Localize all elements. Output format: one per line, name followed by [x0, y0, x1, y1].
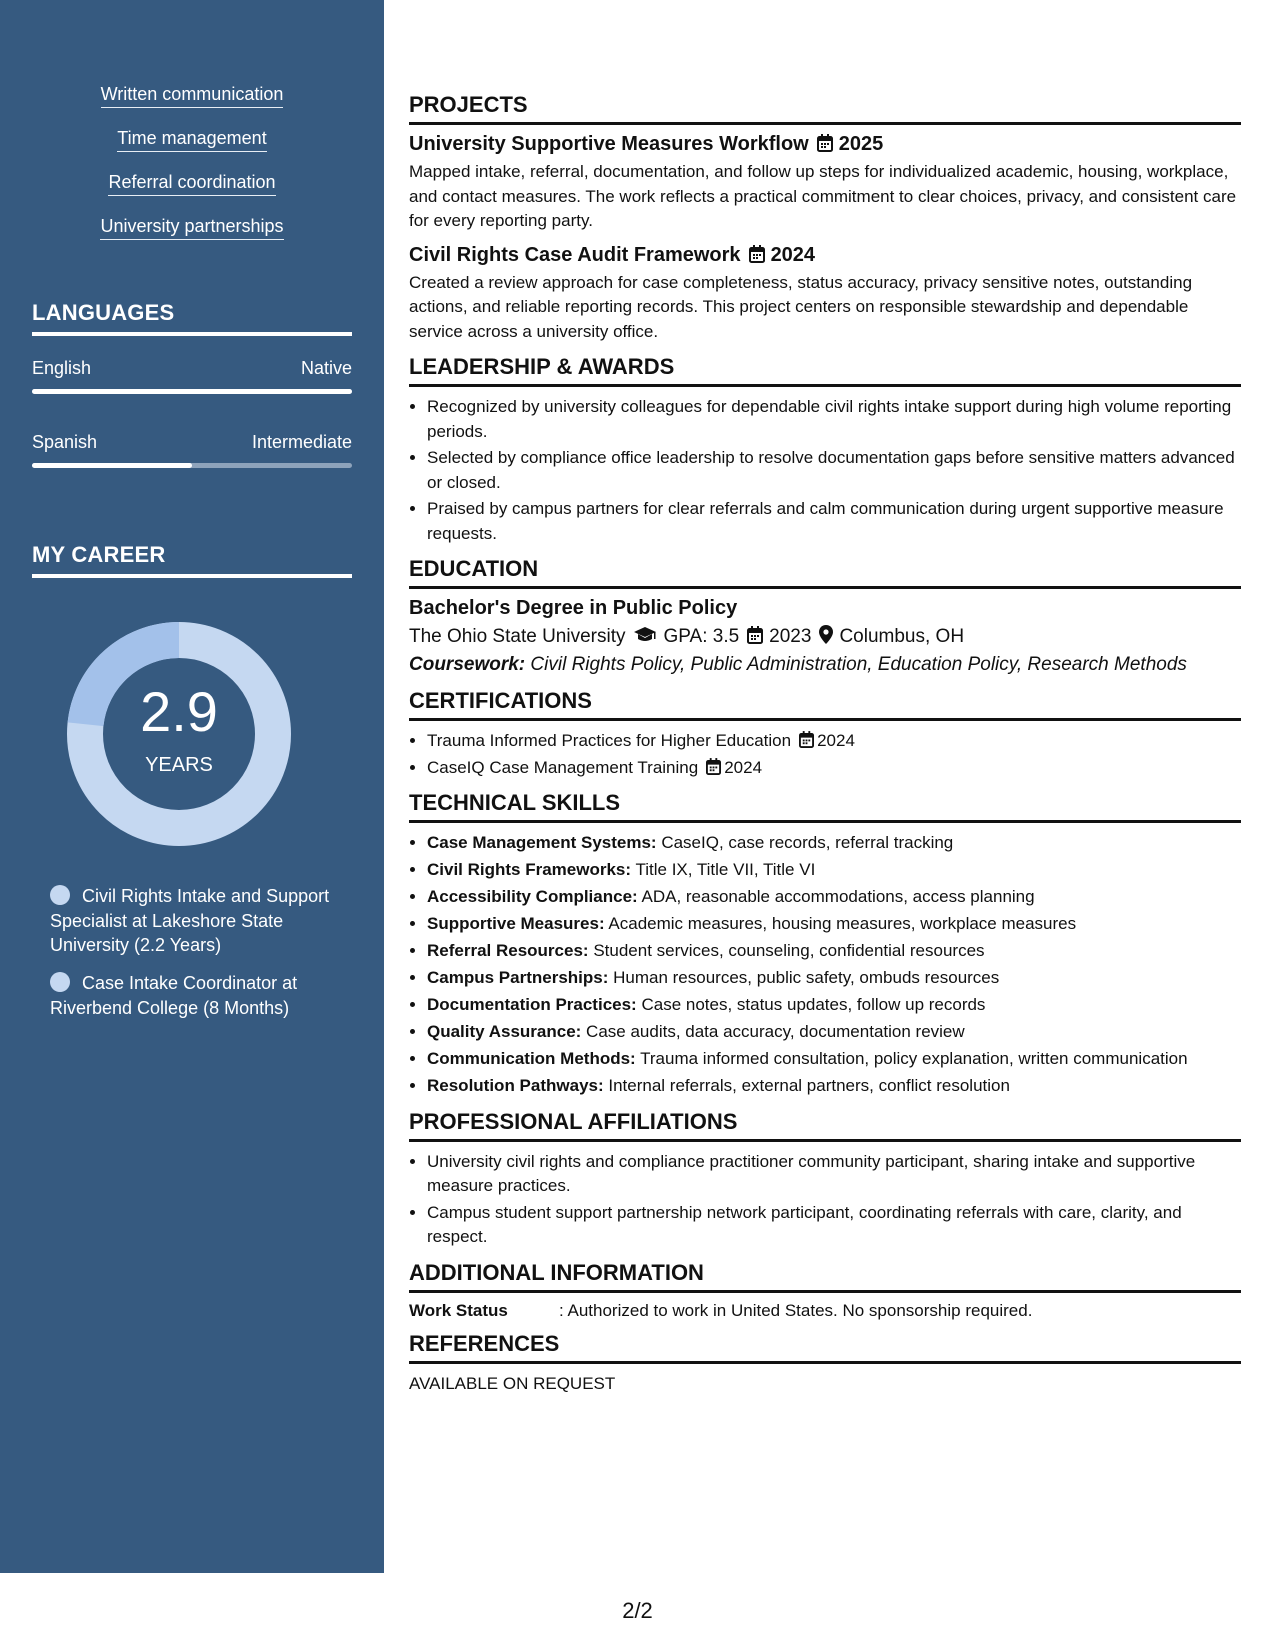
skill-value: CaseIQ, case records, referral tracking	[661, 833, 954, 852]
technical-skills-heading: TECHNICAL SKILLS	[409, 790, 1241, 823]
list-item: • Campus student support partnership network participant, coordinating referrals with care, clarity, and respect.	[427, 1201, 1241, 1250]
language-level: Native	[300, 358, 352, 378]
projects-heading: PROJECTS	[409, 92, 1241, 125]
references-heading: REFERENCES	[409, 1331, 1241, 1364]
calendar-icon	[817, 134, 833, 152]
skill-row	[427, 966, 1241, 991]
list-item: • Recognized by university colleagues for dependable civil rights intake support during high volume reporting periods.	[427, 395, 1241, 444]
sidebar	[0, 0, 384, 1573]
skill-value: Trauma informed consultation, policy explanation, written communication	[640, 1049, 1188, 1068]
skill-label: Campus Partnerships:	[427, 968, 609, 987]
references-text: AVAILABLE ON REQUEST	[409, 1373, 616, 1393]
skill-label: Resolution Pathways:	[427, 1076, 604, 1095]
skill-item: Referral coordination	[108, 172, 275, 196]
career-donut-chart	[66, 621, 292, 847]
project-date: 2024	[770, 243, 816, 266]
certification-date: 2024	[724, 757, 763, 777]
calendar-icon	[747, 626, 763, 644]
skill-row	[427, 1020, 1241, 1045]
school-name: The Ohio State University	[409, 626, 626, 647]
career-total-value: 2.9	[140, 680, 218, 743]
project-date: 2025	[838, 133, 884, 155]
list-item: • Praised by campus partners for clear referrals and calm communication during urgent supportive measure requests.	[427, 497, 1241, 546]
skill-row	[427, 885, 1241, 910]
career-item-text: Civil Rights Intake and Support Specialist at Lakeshore State University (2.2 Years)	[50, 886, 330, 955]
language-name: Spanish	[32, 432, 98, 452]
skill-row	[427, 993, 1241, 1018]
technical-skills-list	[409, 831, 1241, 1099]
career-item-text: Case Intake Coordinator at Riverbend College (8 Months)	[50, 973, 298, 1018]
language-proficiency-bar	[32, 463, 352, 468]
main-content	[409, 92, 1241, 1406]
skill-label: Civil Rights Frameworks:	[427, 860, 632, 879]
work-status-label: Work Status	[409, 1300, 508, 1320]
project-name: University Supportive Measures Workflow	[409, 133, 809, 155]
language-proficiency-fill	[32, 389, 352, 394]
school-location: Columbus, OH	[839, 626, 965, 647]
career-dot-icon	[50, 972, 70, 992]
skill-item: Time management	[117, 128, 266, 152]
degree-title: Bachelor's Degree in Public Policy	[409, 597, 738, 619]
certification-date: 2024	[817, 731, 855, 750]
career-heading: MY CAREER	[32, 542, 352, 578]
certifications-heading: CERTIFICATIONS	[409, 688, 1241, 721]
certification-name: CaseIQ Case Management Training	[427, 757, 699, 777]
skill-value: Student services, counseling, confidential resources	[593, 941, 985, 960]
skill-row	[427, 912, 1241, 937]
project-description: Mapped intake, referral, documentation, and follow up steps for individualized academic, housing, workplace, and contact measures. The work reflects a practical commitment to clear choices, privacy, and consistent care for every reporting party.	[409, 162, 1237, 230]
affiliations-heading: PROFESSIONAL AFFILIATIONS	[409, 1109, 1241, 1142]
language-proficiency-bar	[32, 389, 352, 394]
project-description: Created a review approach for case completeness, status accuracy, privacy sensitive notes, outstanding actions, and reliable reporting records. This project centers on responsible stewardship and dependable service across a university office.	[409, 272, 1193, 341]
skill-value: Case audits, data accuracy, documentation review	[586, 1022, 965, 1041]
language-level: Intermediate	[251, 432, 352, 452]
skills-list	[0, 84, 384, 260]
career-total-unit: YEARS	[145, 754, 213, 776]
skill-value: Case notes, status updates, follow up records	[641, 995, 986, 1014]
languages-heading: LANGUAGES	[32, 300, 352, 336]
language-proficiency-fill	[32, 463, 192, 468]
certifications-list	[409, 729, 1241, 780]
languages-section	[32, 300, 352, 468]
gpa: GPA: 3.5	[663, 626, 740, 647]
skill-label: Case Management Systems:	[427, 833, 657, 852]
skill-value: ADA, reasonable accommodations, access planning	[641, 887, 1035, 906]
language-row	[32, 358, 352, 379]
language-row	[32, 432, 352, 453]
skill-row	[427, 831, 1241, 856]
certification-item	[427, 756, 1241, 781]
page-number: 2/2	[622, 1598, 653, 1623]
graduation-cap-icon	[633, 626, 657, 644]
calendar-icon	[749, 245, 765, 263]
skill-row	[427, 1047, 1241, 1072]
list-item: • University civil rights and compliance practitioner community participant, sharing intake and supportive measure practices.	[427, 1150, 1241, 1199]
skill-label: Supportive Measures:	[427, 914, 605, 933]
coursework-label: Coursework:	[409, 654, 526, 675]
career-section	[32, 542, 352, 578]
leadership-list	[409, 395, 1241, 546]
education-details	[409, 625, 1241, 648]
work-status-row	[409, 1301, 1241, 1321]
location-pin-icon	[819, 625, 833, 644]
project-title	[409, 133, 1241, 156]
affiliations-list	[409, 1150, 1241, 1250]
leadership-heading: LEADERSHIP & AWARDS	[409, 354, 1241, 387]
skill-label: Quality Assurance:	[427, 1022, 582, 1041]
career-item	[50, 884, 340, 958]
skill-value: Internal referrals, external partners, conflict resolution	[608, 1076, 1010, 1095]
career-dot-icon	[50, 885, 70, 905]
coursework-list: Civil Rights Policy, Public Administration, Education Policy, Research Methods	[530, 654, 1187, 675]
skill-row	[427, 1074, 1241, 1099]
skill-value: Title IX, Title VII, Title VI	[635, 860, 816, 879]
skill-value: Academic measures, housing measures, workplace measures	[608, 914, 1077, 933]
donut-label	[66, 621, 292, 847]
graduation-year: 2023	[769, 626, 812, 647]
education-heading: EDUCATION	[409, 556, 1241, 589]
calendar-icon	[706, 758, 721, 775]
skill-value: Human resources, public safety, ombuds resources	[613, 968, 1000, 987]
career-item	[50, 971, 340, 1020]
skill-label: Accessibility Compliance:	[427, 887, 638, 906]
calendar-icon	[799, 731, 814, 748]
additional-info-heading: ADDITIONAL INFORMATION	[409, 1260, 1241, 1293]
project-name: Civil Rights Case Audit Framework	[409, 243, 741, 266]
certification-item	[427, 729, 1241, 754]
skill-row	[427, 939, 1241, 964]
language-name: English	[32, 358, 92, 378]
skill-label: Documentation Practices:	[427, 995, 637, 1014]
skill-item: University partnerships	[100, 216, 283, 240]
list-item: • Selected by compliance office leadership to resolve documentation gaps before sensitive matters advanced or closed.	[427, 446, 1241, 495]
skill-label: Communication Methods:	[427, 1049, 636, 1068]
skill-label: Referral Resources:	[427, 941, 589, 960]
project-title	[409, 244, 1241, 267]
coursework	[409, 654, 1241, 676]
skill-row	[427, 858, 1241, 883]
certification-name: Trauma Informed Practices for Higher Education	[427, 731, 792, 750]
work-status-value: : Authorized to work in United States. No sponsorship required.	[559, 1300, 1033, 1320]
skill-item: Written communication	[101, 84, 284, 108]
